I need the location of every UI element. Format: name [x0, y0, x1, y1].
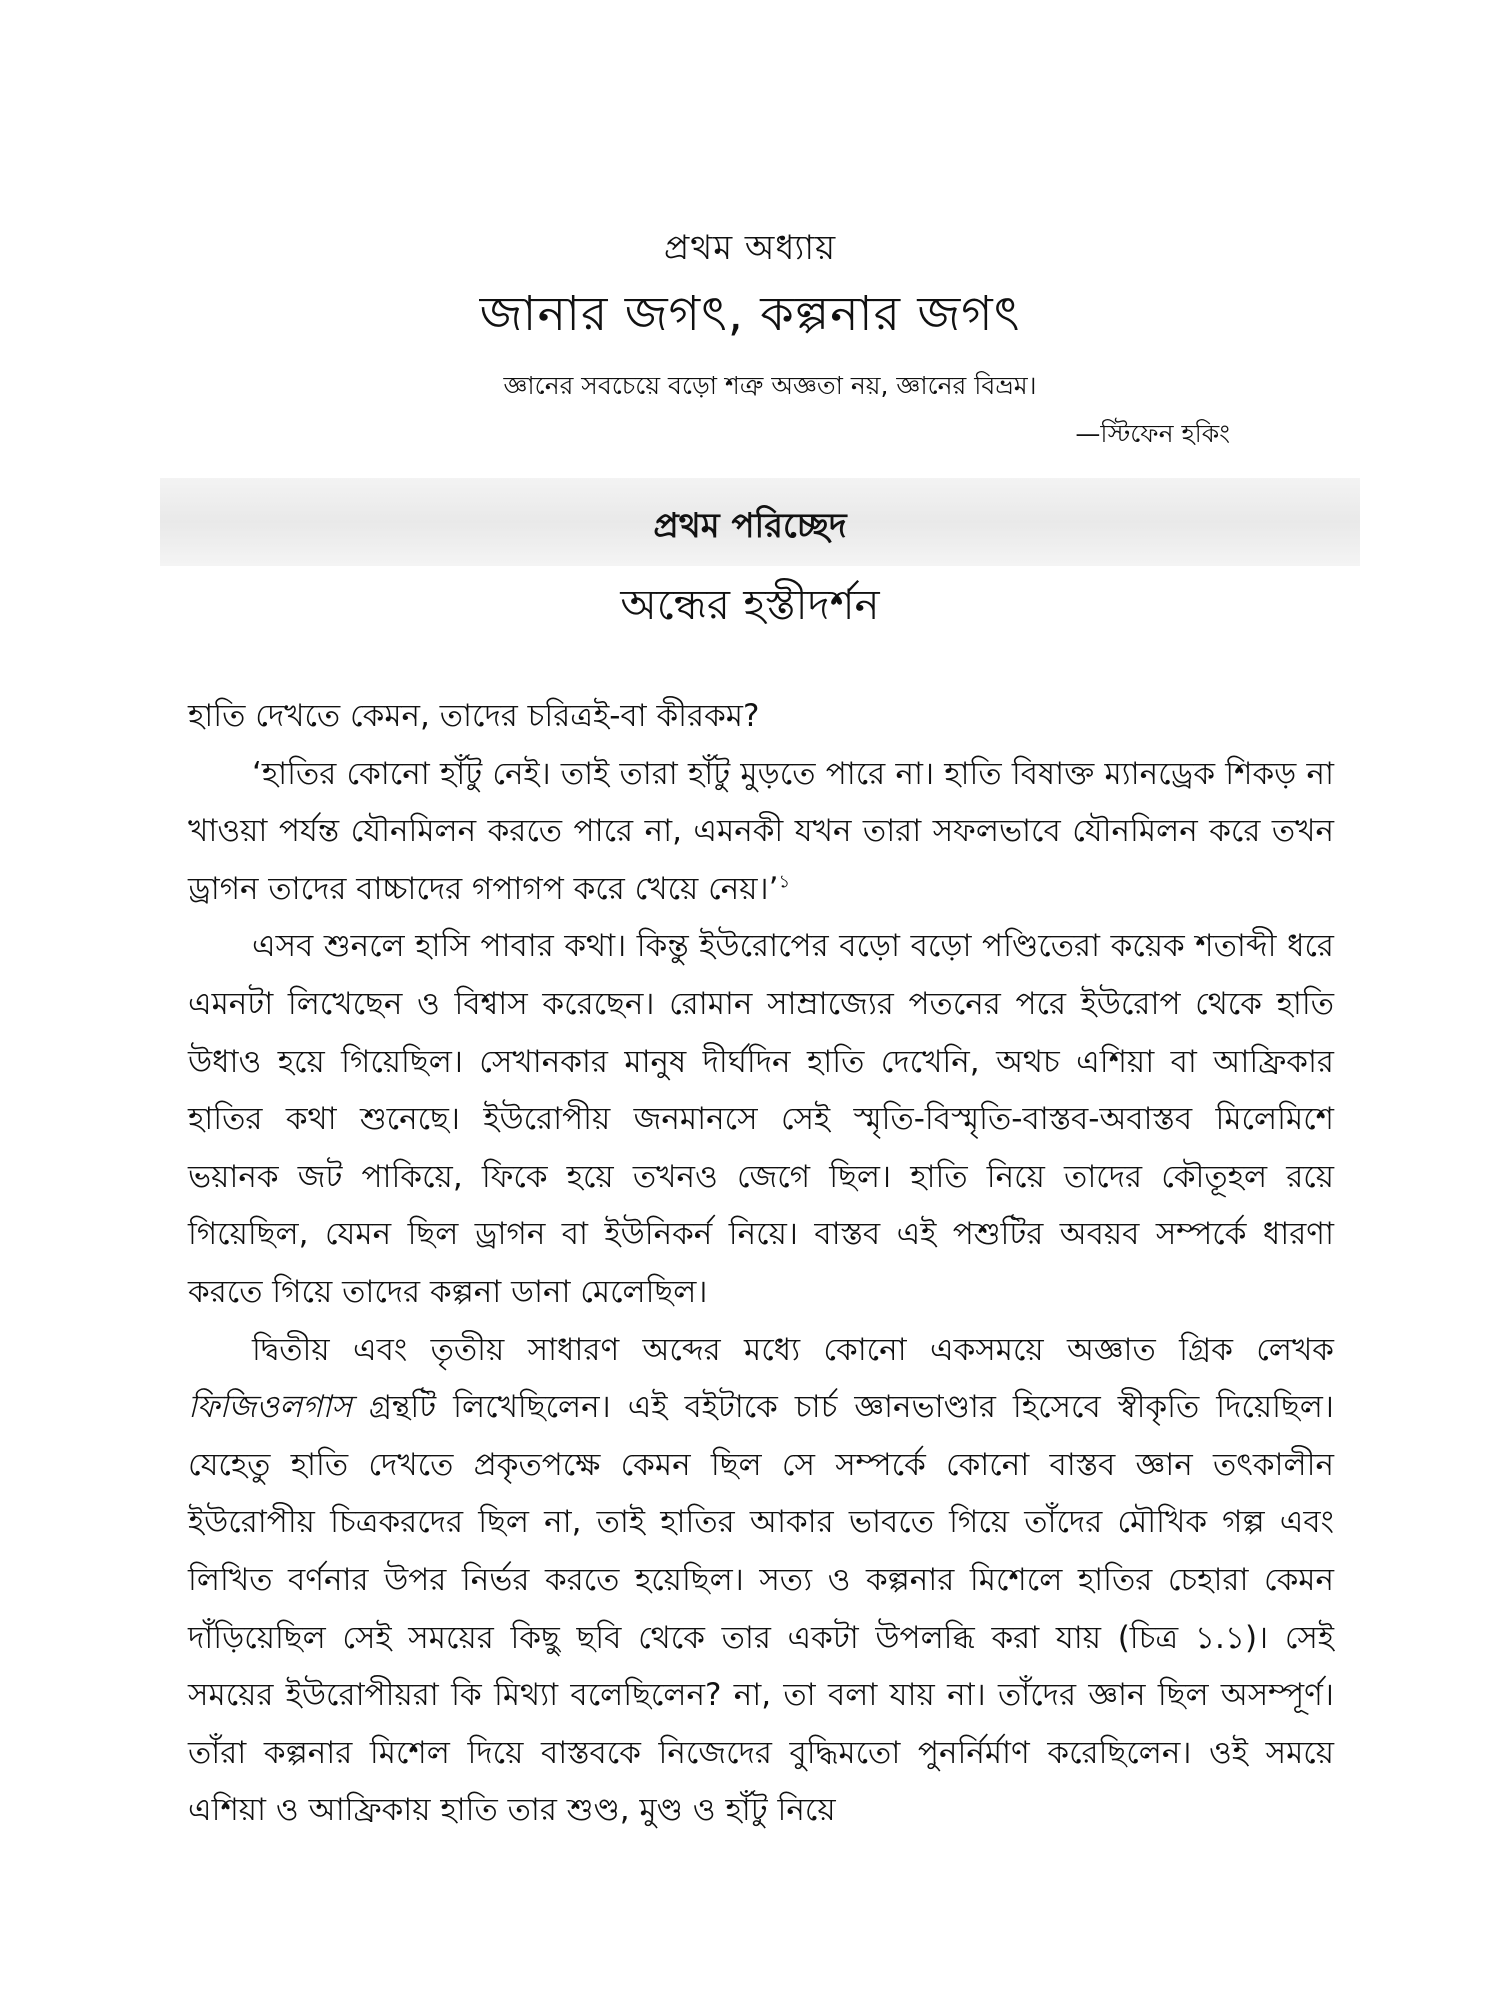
paragraph-3: এসব শুনলে হাসি পাবার কথা। কিন্তু ইউরোপের বড়ো বড়ো পণ্ডিতেরা কয়েক শতাব্দী ধরে এমনটা লিখেছেন ও বিশ্বাস করেছেন। রোমান সাম্রাজ্যের পতনের পরে ইউরোপ থেকে হাতি উধাও হয়ে গিয়েছিল। সেখানকার মানুষ দীর্ঘদিন হাতি দেখেনি, অথচ এশিয়া বা আফ্রিকার হাতির কথা শুনেছে। ইউরোপীয় জনমানসে সেই স্মৃতি-বিস্মৃতি-বাস্তব-অবাস্তব মিলেমিশে ভয়ানক জট পাকিয়ে, ফিকে হয়ে তখনও জেগে ছিল। হাতি নিয়ে তাদের কৌতূহল রয়ে গিয়েছিল, যেমন ছিল ড্রাগন বা ইউনিকর্ন নিয়ে। বাস্তব এই পশুটির অবয়ব সম্পর্কে ধারণা করতে গিয়ে তাদের কল্পনা ডানা মেলেছিল।	[188, 928, 1334, 1310]
chapter-title: জানার জগৎ, কল্পনার জগৎ	[479, 286, 1021, 342]
footnote-marker: ১	[778, 871, 791, 893]
section-title: অন্ধের হস্তীদর্শন	[620, 580, 880, 629]
paragraph-1: হাতি দেখতে কেমন, তাদের চরিত্রই-বা কীরকম?	[188, 698, 760, 734]
paragraph-2-text: ‘হাতির কোনো হাঁটু নেই। তাই তারা হাঁটু মুড়তে পারে না। হাতি বিষাক্ত ম্যানড্রেক শিকড় না খাওয়া পর্যন্ত যৌনমিলন করতে পারে না, এমনকী যখন তারা সফলভাবে যৌনমিলন করে তখন ড্রাগন তাদের বাচ্চাদের গপাগপ করে খেয়ে নেয়।’	[188, 755, 1334, 907]
paragraph-4-rest: গ্রন্থটি লিখেছিলেন। এই বইটাকে চার্চ জ্ঞানভাণ্ডার হিসেবে স্বীকৃতি দিয়েছিল। যেহেতু হাতি দেখতে প্রকৃতপক্ষে কেমন ছিল সে সম্পর্কে কোনো বাস্তব জ্ঞান তৎকালীন ইউরোপীয় চিত্রকরদের ছিল না, তাই হাতির আকার ভাবতে গিয়ে তাঁদের মৌখিক গল্প এবং লিখিত বর্ণনার উপর নির্ভর করতে হয়েছিল। সত্য ও কল্পনার মিশেলে হাতির চেহারা কেমন দাঁড়িয়েছিল সেই সময়ের কিছু ছবি থেকে তার একটা উপলব্ধি করা যায় (চিত্র ১.১)। সেই সময়ের ইউরোপীয়রা কি মিথ্যা বলেছিলেন? না, তা বলা যায় না। তাঁদের জ্ঞান ছিল অসম্পূর্ণ। তাঁরা কল্পনার মিশেল দিয়ে বাস্তবকে নিজেদের বুদ্ধিমতো পুনর্নির্মাণ করেছিলেন। ওই সময়ে এশিয়া ও আফ্রিকায় হাতি তার শুণ্ড, মুণ্ড ও হাঁটু নিয়ে	[188, 1389, 1334, 1829]
epigraph-quote: জ্ঞানের সবচেয়ে বড়ো শত্রু অজ্ঞতা নয়, জ্ঞানের বিভ্রম।	[503, 371, 1037, 400]
body-text	[188, 688, 1334, 1840]
section-label: প্রথম পরিচ্ছেদ	[653, 506, 847, 546]
paragraph-4-start: দ্বিতীয় এবং তৃতীয় সাধারণ অব্দের মধ্যে কোনো একসময়ে অজ্ঞাত গ্রিক লেখক	[252, 1331, 1334, 1368]
book-title-physiologus: ফিজিওলগাস	[188, 1389, 352, 1426]
paragraph-4	[188, 1322, 1334, 1840]
chapter-label: প্রথম অধ্যায়	[663, 228, 837, 268]
paragraph-2	[188, 746, 1334, 919]
epigraph-author: —স্টিফেন হকিং	[1075, 419, 1230, 448]
